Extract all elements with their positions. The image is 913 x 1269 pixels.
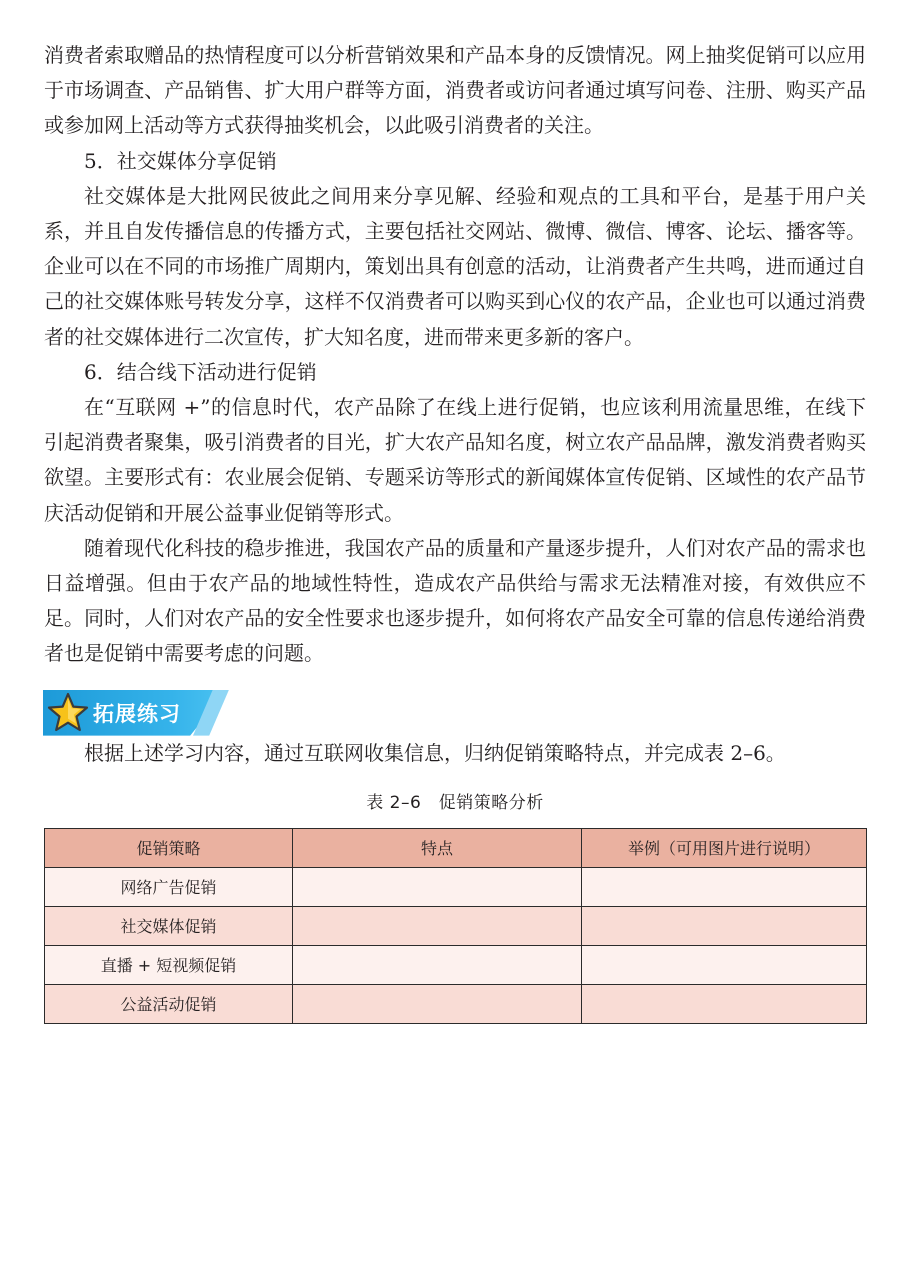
exercise-instructions: 根据上述学习内容，通过互联网收集信息，归纳促销策略特点，并完成表 2–6。 — [84, 740, 786, 765]
promotion-strategy-table — [44, 828, 867, 1024]
table-cell-examples[interactable] — [582, 945, 867, 984]
table-cell-features[interactable] — [293, 906, 582, 945]
table-caption: 表 2–6 促销策略分析 — [366, 792, 544, 813]
section-heading-social-media: 5．社交媒体分享促销 — [84, 148, 277, 173]
table-cell-strategy: 网络广告促销 — [45, 867, 293, 906]
exercise-banner-label: 拓展练习 — [93, 701, 181, 726]
table-row — [45, 945, 867, 984]
table-cell-examples[interactable] — [582, 867, 867, 906]
table-cell-strategy: 公益活动促销 — [45, 984, 293, 1023]
page-content — [44, 38, 866, 1024]
table-row — [45, 984, 867, 1023]
paragraph-lottery-continued: 消费者索取赠品的热情程度可以分析营销效果和产品本身的反馈情况。网上抽奖促销可以应用于市场调查、产品销售、扩大用户群等方面，消费者或访问者通过填写问卷、注册、购买产品或参加网上活动等方式获得抽奖机会，以此吸引消费者的关注。 — [44, 43, 866, 138]
paragraph-social-media: 社交媒体是大批网民彼此之间用来分享见解、经验和观点的工具和平台，是基于用户关系，并且自发传播信息的传播方式，主要包括社交网站、微博、微信、博客、论坛、播客等。企业可以在不同的市场推广周期内，策划出具有创意的活动，让消费者产生共鸣，进而通过自己的社交媒体账号转发分享，这样不仅消费者可以购买到心仪的农产品，企业也可以通过消费者的社交媒体进行二次宣传，扩大知名度，进而带来更多新的客户。 — [44, 183, 866, 349]
table-header-examples: 举例（可用图片进行说明） — [582, 828, 867, 867]
table-cell-strategy: 社交媒体促销 — [45, 906, 293, 945]
section-heading-offline: 6．结合线下活动进行促销 — [84, 359, 317, 384]
table-cell-features[interactable] — [293, 867, 582, 906]
table-cell-features[interactable] — [293, 945, 582, 984]
table-header-strategy: 促销策略 — [45, 828, 293, 867]
table-row — [45, 867, 867, 906]
star-icon — [47, 692, 89, 734]
exercise-banner — [43, 690, 243, 736]
table-header-features: 特点 — [293, 828, 582, 867]
paragraph-offline: 在“互联网 +”的信息时代，农产品除了在线上进行促销，也应该利用流量思维，在线下引起消费者聚集，吸引消费者的目光，扩大农产品知名度，树立农产品品牌，激发消费者购买欲望。主要形式有：农业展会促销、专题采访等形式的新闻媒体宣传促销、区域性的农产品节庆活动促销和开展公益事业促销等形式。 — [44, 395, 866, 525]
table-row — [45, 906, 867, 945]
table-header-row — [45, 828, 867, 867]
table-cell-features[interactable] — [293, 984, 582, 1023]
paragraph-summary: 随着现代化科技的稳步推进，我国农产品的质量和产量逐步提升，人们对农产品的需求也日益增强。但由于农产品的地域性特性，造成农产品供给与需求无法精准对接，有效供应不足。同时，人们对农产品的安全性要求也逐步提升，如何将农产品安全可靠的信息传递给消费者也是促销中需要考虑的问题。 — [44, 535, 866, 666]
table-cell-examples[interactable] — [582, 906, 867, 945]
table-cell-strategy: 直播 + 短视频促销 — [45, 945, 293, 984]
table-cell-examples[interactable] — [582, 984, 867, 1023]
